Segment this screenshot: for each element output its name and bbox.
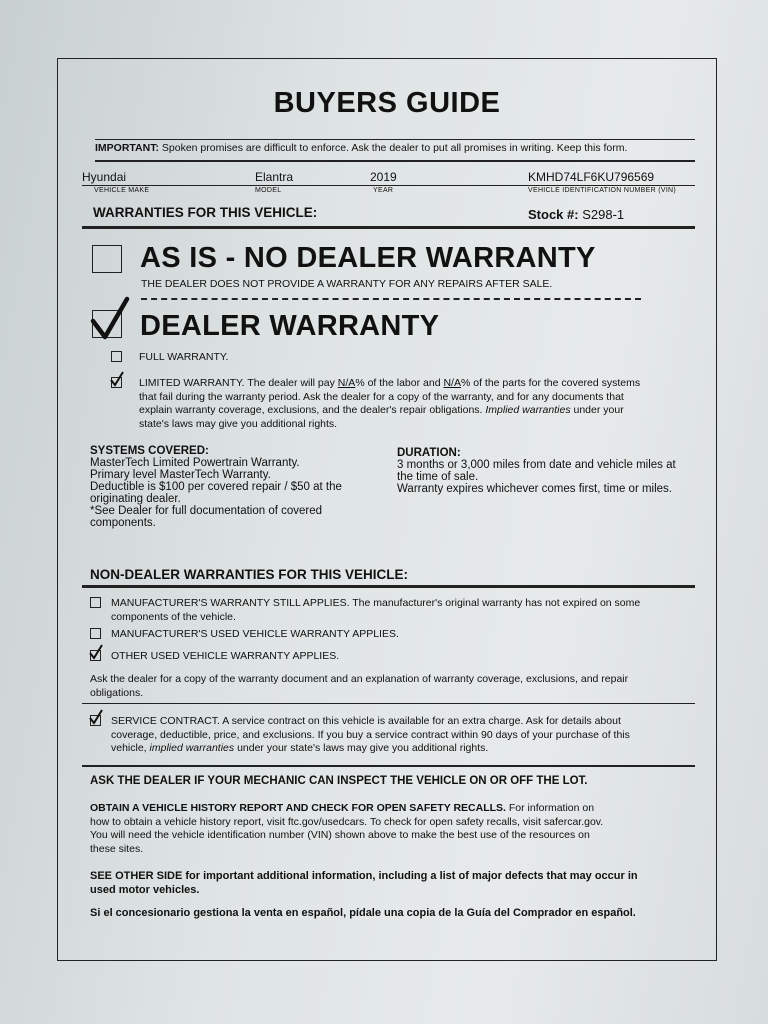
- dealer-warranty-heading: DEALER WARRANTY: [140, 310, 440, 342]
- full-warranty-checkbox[interactable]: [111, 351, 122, 362]
- implied-warranties-text: implied warranties: [149, 742, 235, 754]
- vehicle-year-label: YEAR: [373, 187, 394, 194]
- limited-warranty-line3: explain warranty coverage, exclusions, and the dealer's repair obligations.: [139, 404, 483, 416]
- divider: [82, 226, 695, 229]
- stock-value: S298-1: [582, 207, 625, 222]
- form-title: BUYERS GUIDE: [273, 87, 501, 119]
- checkmark-icon: [88, 708, 104, 726]
- ask-dealer-copy-text: [90, 673, 700, 700]
- systems-heading: SYSTEMS COVERED:: [90, 445, 209, 457]
- duration-line: Warranty expires whichever comes first, time or miles.: [397, 483, 673, 495]
- checkmark-icon: [90, 295, 130, 341]
- labor-percent: N/A: [337, 377, 356, 389]
- implied-warranties-text: Implied warranties: [485, 404, 571, 416]
- important-text: Spoken promises are difficult to enforce. Ask the dealer to put all promises in writing. Keep this form.: [161, 142, 628, 154]
- divider: [82, 585, 695, 588]
- vehicle-vin-value: KMHD74LF6KU796569: [528, 170, 655, 184]
- limited-warranty-line2: that fail during the warranty period. Ask the dealer for a copy of the warranty, and for any documents that: [139, 390, 624, 403]
- service-contract-line1: SERVICE CONTRACT. A service contract on this vehicle is available for an extra charge. Ask for details about: [111, 715, 621, 727]
- other-side-line2: used motor vehicles.: [90, 884, 200, 896]
- mechanic-inspection-notice: ASK THE DEALER IF YOUR MECHANIC CAN INSPECT THE VEHICLE ON OR OFF THE LOT.: [90, 775, 588, 787]
- manufacturer-used-label: MANUFACTURER'S USED VEHICLE WARRANTY APPLIES.: [111, 628, 399, 640]
- manufacturer-used-checkbox[interactable]: [90, 628, 101, 639]
- duration: [397, 447, 707, 495]
- service-contract-line3: vehicle,: [111, 742, 147, 754]
- divider: [82, 765, 695, 767]
- manufacturer-warranty-checkbox[interactable]: [90, 597, 101, 608]
- duration-heading: DURATION:: [397, 447, 461, 459]
- checkmark-icon: [109, 370, 125, 388]
- systems-line: Deductible is $100 per covered repair / $50 at the: [90, 481, 342, 493]
- as-is-heading: AS IS - NO DEALER WARRANTY: [140, 242, 596, 274]
- buyers-guide-form: [57, 58, 717, 961]
- limited-warranty-lead: LIMITED WARRANTY. The dealer will pay: [139, 377, 335, 389]
- limited-warranty-line3-end: under your: [573, 404, 624, 416]
- manufacturer-warranty-text: [111, 597, 711, 624]
- vehicle-history-notice: [90, 802, 702, 856]
- systems-line: components.: [90, 517, 156, 529]
- vehicle-make-label: VEHICLE MAKE: [94, 187, 150, 194]
- history-rest: For information on: [508, 802, 595, 814]
- limited-warranty-line4: state's laws may give you additional rights.: [139, 417, 338, 430]
- manufacturer-warranty-lead: MANUFACTURER'S WARRANTY STILL APPLIES.: [111, 597, 350, 609]
- divider: [95, 160, 695, 162]
- duration-line: 3 months or 3,000 miles from date and vehicle miles at: [397, 459, 676, 471]
- vehicle-field-underline: [82, 185, 695, 186]
- vehicle-year-value: 2019: [370, 170, 397, 184]
- limited-warranty-tail: % of the parts for the covered systems: [460, 377, 641, 389]
- stock-label: Stock #:: [528, 207, 579, 222]
- systems-line: *See Dealer for full documentation of covered: [90, 505, 323, 517]
- limited-warranty-mid: % of the labor and: [355, 377, 441, 389]
- history-line3: You will need the vehicle identification number (VIN) shown above to make the best use of the resources on: [90, 829, 590, 841]
- service-contract-line2: coverage, deductible, price, and exclusions. If you buy a service contract within 90 days of your purchase of this: [111, 728, 630, 741]
- spanish-notice: Si el concesionario gestiona la venta en español, pídale una copia de la Guía del Comprador en español.: [90, 907, 636, 919]
- important-notice: [95, 142, 627, 154]
- history-line4: these sites.: [90, 842, 144, 855]
- parts-percent: N/A: [443, 377, 461, 389]
- see-other-side-notice: [90, 869, 710, 897]
- manufacturer-warranty-rest: The manufacturer's original warranty has not expired on some: [352, 597, 641, 609]
- divider: [95, 139, 695, 140]
- important-label: IMPORTANT:: [95, 142, 159, 154]
- systems-covered: [90, 445, 380, 529]
- systems-line: MasterTech Limited Powertrain Warranty.: [90, 457, 300, 469]
- service-contract-line3-end: under your state's laws may give you additional rights.: [237, 742, 489, 754]
- ask-line: obligations.: [90, 686, 144, 699]
- service-contract-text: [111, 715, 711, 756]
- checkmark-icon: [88, 643, 104, 661]
- warranties-heading: WARRANTIES FOR THIS VEHICLE:: [93, 205, 318, 220]
- duration-line: the time of sale.: [397, 471, 479, 483]
- as-is-subtext: THE DEALER DOES NOT PROVIDE A WARRANTY FOR ANY REPAIRS AFTER SALE.: [141, 278, 553, 290]
- ask-line: Ask the dealer for a copy of the warranty document and an explanation of warranty coverage, exclusions, and repair: [90, 673, 629, 685]
- as-is-checkbox[interactable]: [92, 245, 122, 273]
- vehicle-make-value: Hyundai: [82, 170, 127, 184]
- limited-warranty-text: [139, 377, 699, 431]
- divider: [82, 703, 695, 704]
- full-warranty-label: FULL WARRANTY.: [139, 351, 229, 363]
- systems-line: originating dealer.: [90, 493, 181, 505]
- stock-number: [528, 207, 624, 222]
- history-lead: OBTAIN A VEHICLE HISTORY REPORT AND CHECK FOR OPEN SAFETY RECALLS.: [90, 802, 506, 814]
- manufacturer-warranty-line2: components of the vehicle.: [111, 610, 236, 623]
- dashed-separator: [141, 298, 641, 300]
- vehicle-model-value: Elantra: [255, 170, 294, 184]
- vehicle-vin-label: VEHICLE IDENTIFICATION NUMBER (VIN): [528, 187, 677, 194]
- history-line2: how to obtain a vehicle history report, visit ftc.gov/usedcars. To check for open safety recalls, visit safercar.gov.: [90, 815, 604, 828]
- other-side-line1: SEE OTHER SIDE for important additional information, including a list of major defects that may occur in: [90, 870, 638, 882]
- non-dealer-heading: NON-DEALER WARRANTIES FOR THIS VEHICLE:: [90, 567, 409, 582]
- systems-line: Primary level MasterTech Warranty.: [90, 469, 271, 481]
- vehicle-model-label: MODEL: [255, 187, 282, 194]
- other-used-label: OTHER USED VEHICLE WARRANTY APPLIES.: [111, 650, 340, 662]
